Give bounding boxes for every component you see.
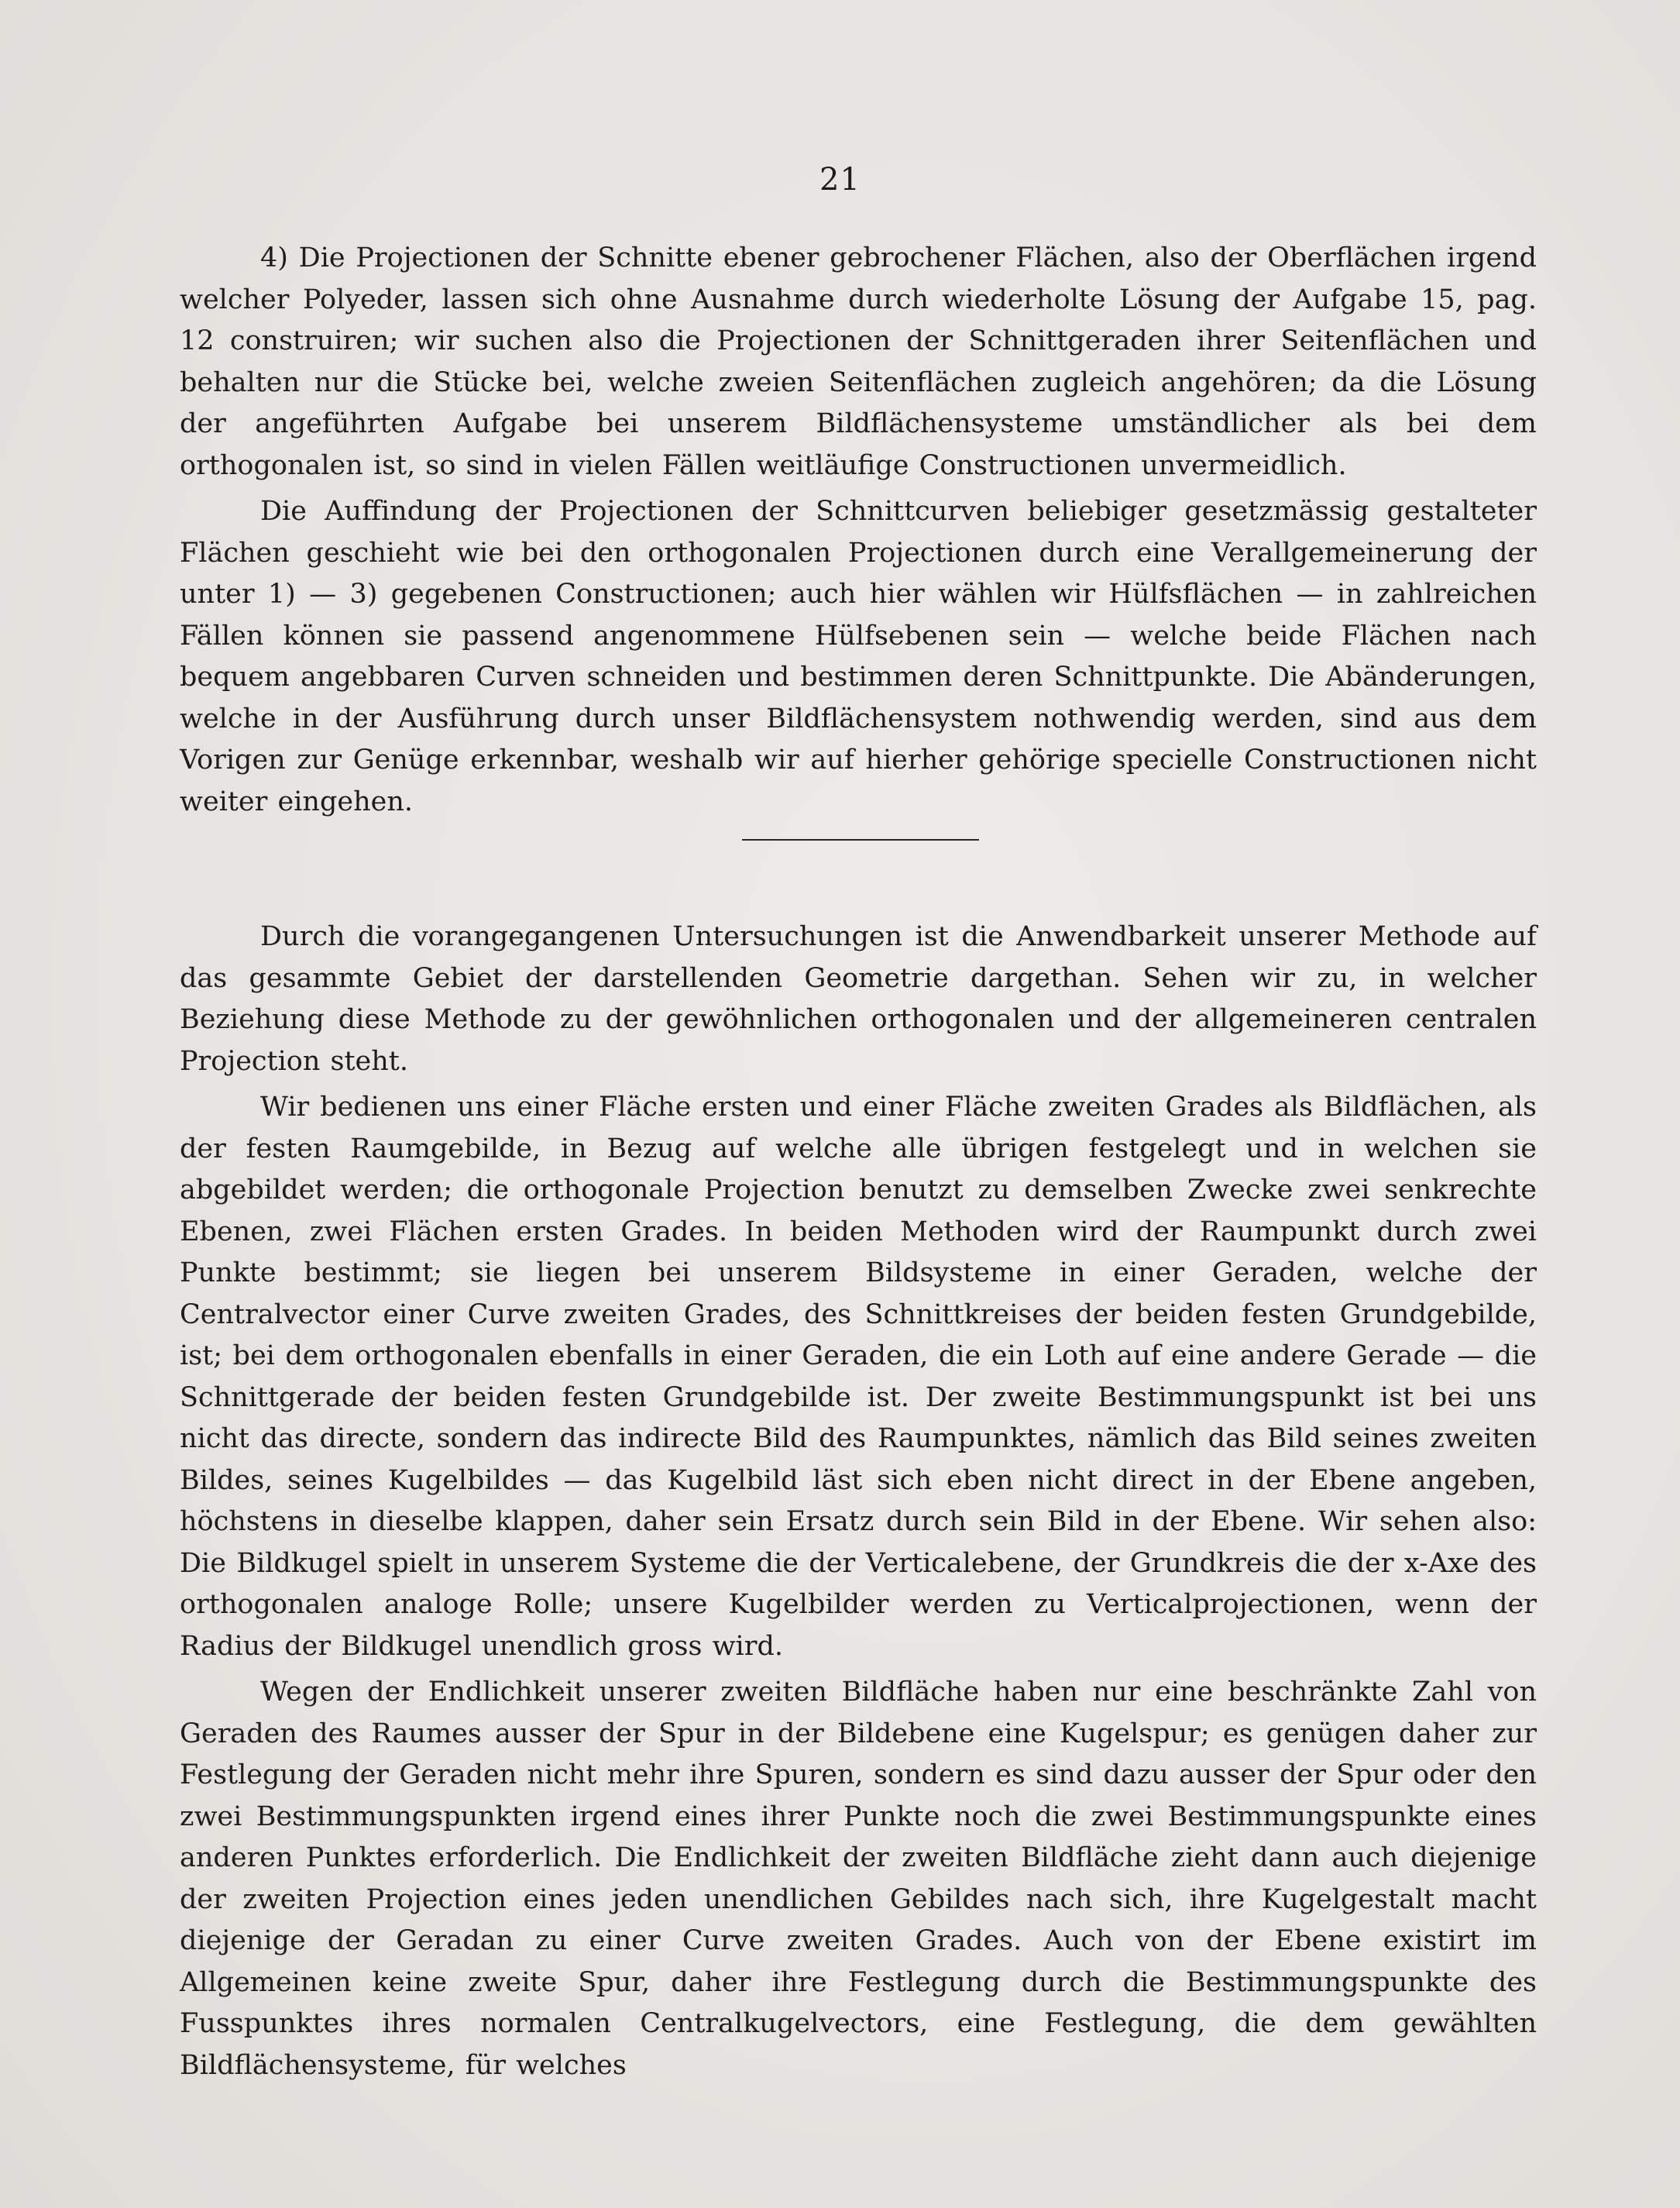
paragraph-finite-second-surface: Wegen der Endlichkeit unserer zweiten Bildfläche haben nur eine beschränkte Zahl von Geraden des Raumes ausser der Spur in der Bildebene eine Kugelspur; es genügen daher zur Festlegung der Geraden nicht mehr ihre Spuren, sondern es sind dazu ausser der Spur oder den zwei Bestimmungspunkten irgend eines ihrer Punkte noch die zwei Bestimmungspunkte eines anderen Punktes erforderlich. Die Endlichkeit der zweiten Bildfläche zieht dann auch diejenige der zweiten Projection eines jeden unendlichen Gebildes nach sich, ihre Kugelgestalt macht diejenige der Geradan zu einer Curve zweiten Grades. Auch von der Ebene existirt im Allgemeinen keine zweite Spur, daher ihre Festlegung durch die Bestimmungspunkte des Fusspunktes ihres normalen Centralkugelvectors, eine Festlegung, die dem gewählten Bildflächensysteme, für welches bbox=[180, 1677, 1537, 2081]
page-number: 21 bbox=[819, 162, 861, 198]
text-block-lower bbox=[180, 917, 1537, 2091]
text-block-upper bbox=[180, 238, 1537, 827]
paragraph-section-curves: Die Auffindung der Projectionen der Schnittcurven beliebiger gesetzmässig gestalteter Flächen geschieht wie bei den orthogonalen Projectionen durch eine Verallgemeinerung der unter 1) — 3) gegebenen Constructionen; auch hier wählen wir Hülfsflächen — in zahlreichen Fällen können sie passend angenommene Hülfsebenen sein — welche beide Flächen nach bequem angebbaren Curven schneiden und bestimmen deren Schnittpunkte. Die Abänderungen, welche in der Ausführung durch unser Bildflächensystem nothwendig werden, sind aus dem Vorigen zur Genüge erkennbar, weshalb wir auf hierher gehörige specielle Constructionen nicht weiter eingehen. bbox=[180, 496, 1537, 817]
paragraph-method-overview: Durch die vorangegangenen Untersuchungen ist die Anwendbarkeit unserer Methode auf das gesammte Gebiet der darstellenden Geometrie dargethan. Sehen wir zu, in welcher Beziehung diese Methode zu der gewöhnlichen orthogonalen und der allgemeineren centralen Projection steht. bbox=[180, 921, 1537, 1077]
section-divider bbox=[742, 839, 979, 841]
paragraph-comparison-orthogonal: Wir bedienen uns einer Fläche ersten und einer Fläche zweiten Grades als Bildflächen, als der festen Raumgebilde, in Bezug auf welche alle übrigen festgelegt und in welchen sie abgebildet werden; die orthogonale Projection benutzt zu demselben Zwecke zwei senkrechte Ebenen, zwei Flächen ersten Grades. In beiden Methoden wird der Raumpunkt durch zwei Punkte bestimmt; sie liegen bei unserem Bildsysteme in einer Geraden, welche der Centralvector einer Curve zweiten Grades, des Schnittkreises der beiden festen Grundgebilde, ist; bei dem orthogonalen ebenfalls in einer Geraden, die ein Loth auf eine andere Gerade — die Schnittgerade der beiden festen Grundgebilde ist. Der zweite Bestimmungspunkt ist bei uns nicht das directe, sondern das indirecte Bild des Raumpunktes, nämlich das Bild seines zweiten Bildes, seines Kugelbildes — das Kugelbild läst sich eben nicht direct in der Ebene angeben, höchstens in dieselbe klappen, daher sein Ersatz durch sein Bild in der Ebene. Wir sehen also: Die Bildkugel spielt in unserem Systeme die der Verticalebene, der Grundkreis die der x-Axe des orthogonalen analoge Rolle; unsere Kugelbilder werden zu Verticalprojectionen, wenn der Radius der Bildkugel unendlich gross wird. bbox=[180, 1092, 1537, 1662]
paragraph-polyeder-sections: 4) Die Projectionen der Schnitte ebener gebrochener Flächen, also der Oberflächen irgend welcher Polyeder, lassen sich ohne Ausnahme durch wiederholte Lösung der Aufgabe 15, pag. 12 construiren; wir suchen also die Projectionen der Schnittgeraden ihrer Seitenflächen und behalten nur die Stücke bei, welche zweien Seitenflächen zugleich angehören; da die Lösung der angeführten Aufgabe bei unserem Bildflächensysteme umständlicher als bei dem orthogonalen ist, so sind in vielen Fällen weitläufige Constructionen unvermeidlich. bbox=[180, 242, 1537, 481]
